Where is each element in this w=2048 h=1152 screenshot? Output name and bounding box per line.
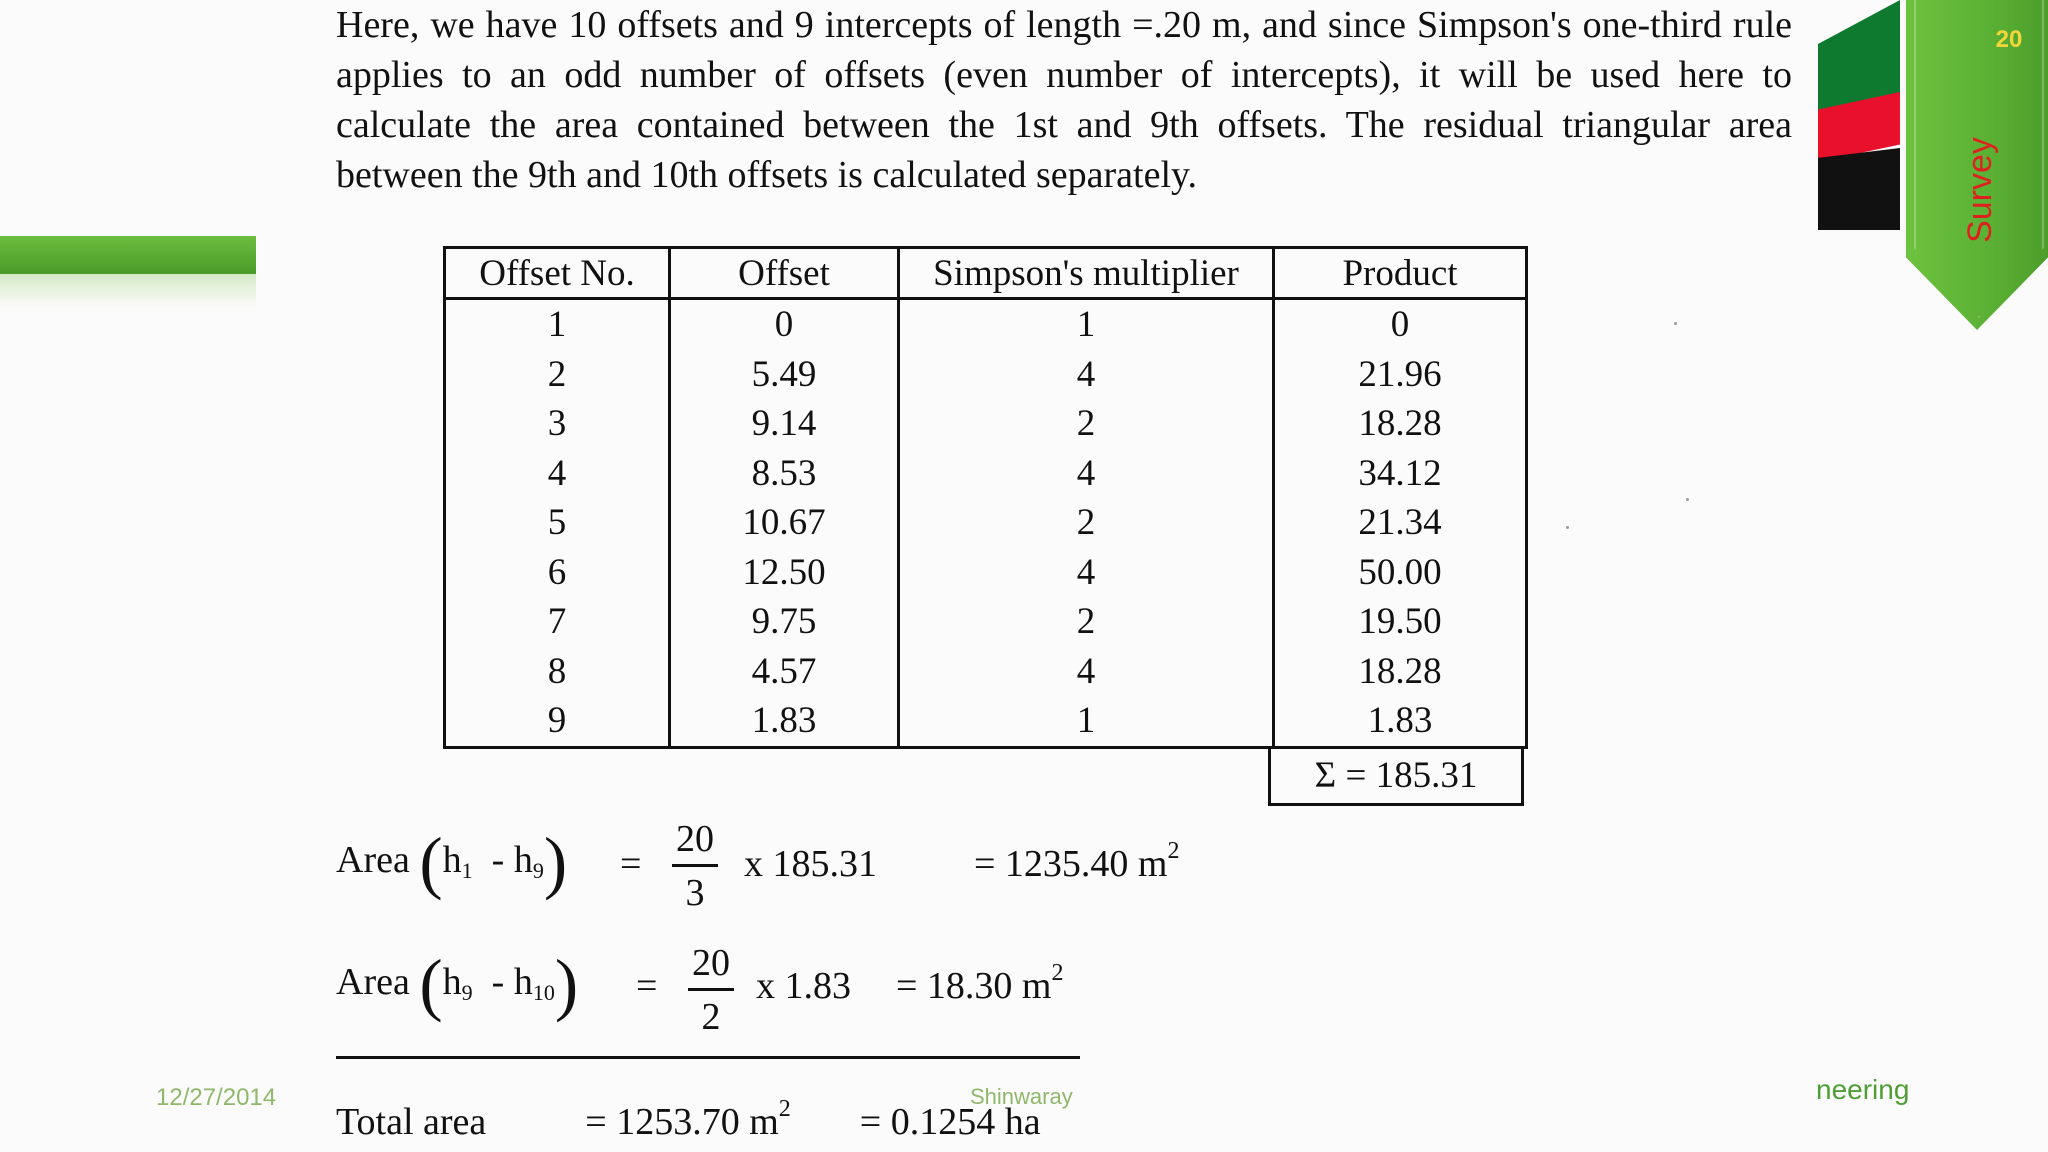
cell-offset: 10.67 xyxy=(670,498,899,548)
cell-multiplier: 4 xyxy=(899,647,1274,697)
cell-multiplier: 2 xyxy=(899,498,1274,548)
eq1-multiplier: x 185.31 xyxy=(744,843,877,885)
eq2-h-symbol: h xyxy=(442,961,462,1003)
header-offset: Offset xyxy=(670,248,899,299)
table-row xyxy=(445,597,1527,647)
eq1-denominator: 3 xyxy=(685,872,705,914)
flag-green-stripe xyxy=(1818,0,1900,110)
cell-multiplier: 4 xyxy=(899,449,1274,499)
footer-title-partial: neering xyxy=(1816,1074,1910,1105)
eq1-result xyxy=(974,838,1180,886)
cell-offset-no: 2 xyxy=(445,350,670,400)
eq1-h-symbol-b: h xyxy=(513,839,533,881)
eq1-equals: = xyxy=(620,843,642,885)
flag-black-stripe xyxy=(1818,148,1900,230)
header-product: Product xyxy=(1274,248,1527,299)
eq1-h-sub-a: 1 xyxy=(461,858,473,883)
cell-offset-no: 1 xyxy=(445,299,670,350)
total-area-line xyxy=(336,1096,1041,1144)
cell-offset-no: 8 xyxy=(445,647,670,697)
cell-offset: 5.49 xyxy=(670,350,899,400)
decorative-green-bar-shadow xyxy=(0,274,256,308)
table-row xyxy=(445,449,1527,499)
total-label: Total area xyxy=(336,1101,487,1143)
equation-area-h9-h10 xyxy=(336,946,579,1024)
table-row xyxy=(445,498,1527,548)
cell-offset-no: 9 xyxy=(445,696,670,747)
header-simpsons-multiplier: Simpson's multiplier xyxy=(899,248,1274,299)
cell-multiplier: 1 xyxy=(899,696,1274,747)
eq1-h-sub-b: 9 xyxy=(532,858,544,883)
table-row xyxy=(445,299,1527,350)
eq1-result-exp: 2 xyxy=(1167,838,1180,864)
cell-product: 18.28 xyxy=(1274,399,1527,449)
table-row xyxy=(445,350,1527,400)
open-paren: ( xyxy=(419,946,443,1024)
cell-multiplier: 4 xyxy=(899,350,1274,400)
cell-offset: 12.50 xyxy=(670,548,899,598)
eq2-result-value: = 18.30 m xyxy=(896,965,1052,1007)
cell-offset: 0 xyxy=(670,299,899,350)
footer-author: Shinwaray xyxy=(970,1084,1073,1109)
sum-rule-line xyxy=(336,1056,1080,1059)
cell-product: 21.34 xyxy=(1274,498,1527,548)
header-offset-no: Offset No. xyxy=(445,248,670,299)
cell-offset: 1.83 xyxy=(670,696,899,747)
total-value: = 1253.70 m xyxy=(585,1101,779,1143)
eq1-numerator: 20 xyxy=(672,814,718,867)
cell-offset-no: 4 xyxy=(445,449,670,499)
table-row xyxy=(445,696,1527,747)
eq1-label: Area xyxy=(336,839,410,881)
offsets-table xyxy=(443,246,1528,749)
scan-speck xyxy=(1674,322,1677,325)
close-paren: ) xyxy=(543,824,568,902)
eq2-result-exp: 2 xyxy=(1051,960,1064,986)
footer-date: 12/27/2014 xyxy=(156,1084,277,1111)
cell-offset: 9.14 xyxy=(670,399,899,449)
eq2-fraction xyxy=(688,938,734,1043)
table-row xyxy=(445,647,1527,697)
eq1-h-symbol: h xyxy=(442,839,462,881)
cell-offset: 8.53 xyxy=(670,449,899,499)
table-header-row xyxy=(445,248,1527,299)
eq2-h-symbol-b: h xyxy=(513,961,533,1003)
eq2-minus: - xyxy=(482,961,514,1003)
close-paren: ) xyxy=(554,946,579,1024)
ribbon-label: Survey xyxy=(1961,137,1999,243)
cell-product: 1.83 xyxy=(1274,696,1527,747)
equation-area-h1-h9 xyxy=(336,824,568,902)
eq1-fraction xyxy=(672,814,718,919)
cell-product: 21.96 xyxy=(1274,350,1527,400)
eq2-label: Area xyxy=(336,961,410,1003)
intro-paragraph: Here, we have 10 offsets and 9 intercepts of length =.20 m, and since Simpson's one-third rule applies to an odd number of offsets (even number of intercepts), it will be used here to calculate the area contained between the 1st and 9th offsets. The residual triangular area between the 9th and 10th offsets is calculated separately. xyxy=(336,4,1792,196)
cell-product: 18.28 xyxy=(1274,647,1527,697)
table-row xyxy=(445,548,1527,598)
slide-number: 20 xyxy=(1995,26,2023,53)
scan-speck xyxy=(1686,498,1689,501)
table-row xyxy=(445,399,1527,449)
cell-multiplier: 1 xyxy=(899,299,1274,350)
cell-offset: 4.57 xyxy=(670,647,899,697)
cell-offset-no: 7 xyxy=(445,597,670,647)
cell-product: 50.00 xyxy=(1274,548,1527,598)
open-paren: ( xyxy=(419,824,443,902)
cell-offset-no: 5 xyxy=(445,498,670,548)
cell-product: 0 xyxy=(1274,299,1527,350)
eq1-result-value: = 1235.40 m xyxy=(974,843,1168,885)
eq2-equals: = xyxy=(636,965,658,1007)
eq2-denominator: 2 xyxy=(701,996,721,1038)
eq2-h-sub-a: 9 xyxy=(461,980,473,1005)
cell-product: 34.12 xyxy=(1274,449,1527,499)
cell-multiplier: 2 xyxy=(899,399,1274,449)
flag-graphic xyxy=(1818,0,1900,230)
total-hectares: = 0.1254 ha xyxy=(859,1101,1041,1143)
cell-offset: 9.75 xyxy=(670,597,899,647)
product-sum-box: Σ = 185.31 xyxy=(1268,749,1524,806)
cell-multiplier: 4 xyxy=(899,548,1274,598)
total-exp: 2 xyxy=(778,1096,791,1122)
cell-offset-no: 3 xyxy=(445,399,670,449)
eq2-result xyxy=(896,960,1064,1008)
eq2-multiplier: x 1.83 xyxy=(756,965,851,1007)
eq2-numerator: 20 xyxy=(688,938,734,991)
scan-speck xyxy=(1566,526,1569,529)
eq2-h-sub-b: 10 xyxy=(532,980,555,1005)
cell-product: 19.50 xyxy=(1274,597,1527,647)
eq1-minus: - xyxy=(482,839,514,881)
cell-offset-no: 6 xyxy=(445,548,670,598)
cell-multiplier: 2 xyxy=(899,597,1274,647)
decorative-green-bar xyxy=(0,236,256,274)
